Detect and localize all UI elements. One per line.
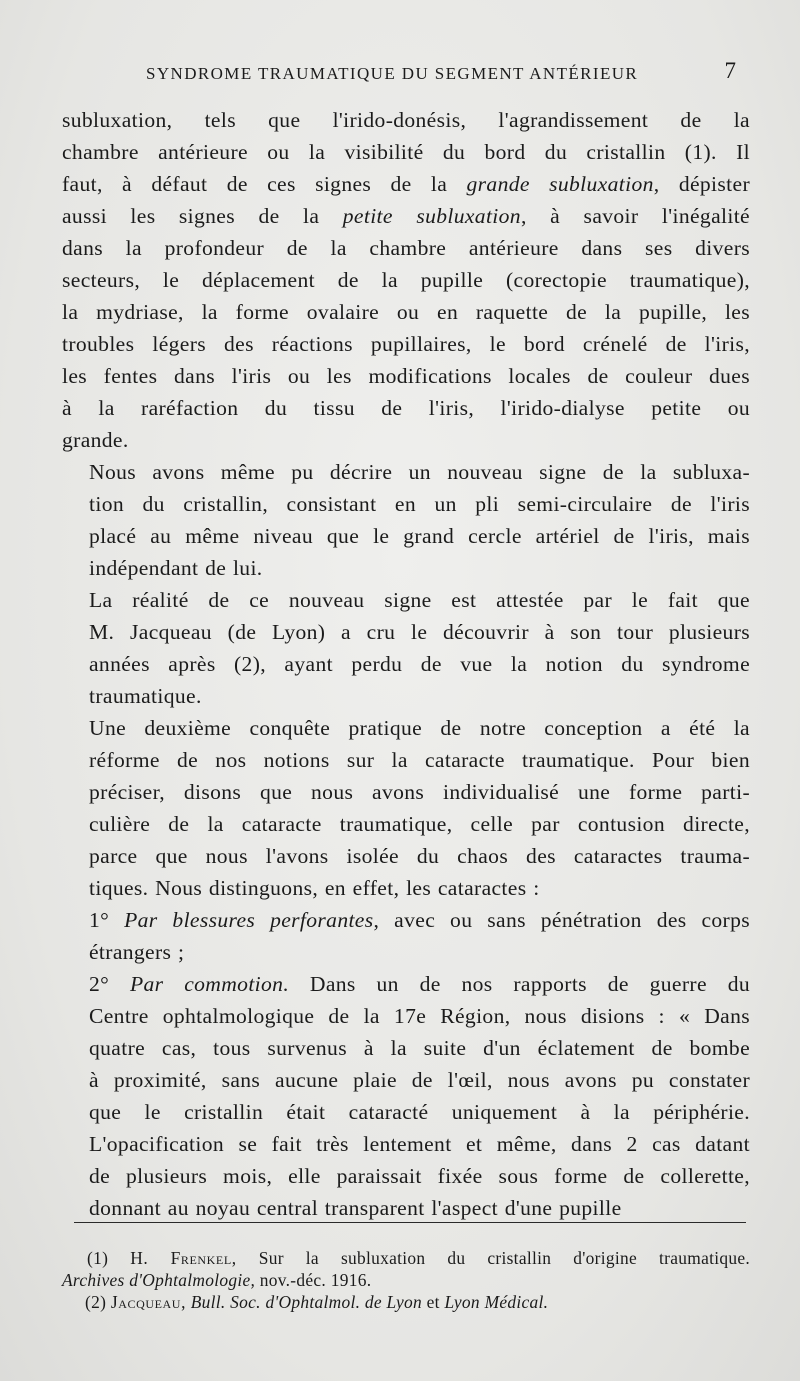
text-segment: , avec ou sans pénétration des corps — [373, 908, 750, 932]
paragraph-3 — [62, 584, 750, 712]
text-line: grande. — [62, 428, 129, 452]
text-line: M. Jacqueau (de Lyon) a cru le découvrir à son tour plusieurs — [89, 620, 750, 644]
footnote-2-journal-2: Lyon Médical. — [444, 1292, 549, 1312]
footnote-1-date: nov.-déc. 1916. — [255, 1270, 372, 1290]
text-line — [62, 968, 750, 1000]
paragraph-4 — [62, 712, 750, 904]
text-line: traumatique. — [89, 684, 202, 708]
text-line: à proximité, sans aucune plaie de l'œil, nous avons pu constater — [89, 1068, 750, 1092]
body-text — [62, 104, 750, 1224]
text-line: tion du cristallin, consistant en un pli semi-circulaire de l'iris — [89, 492, 750, 516]
paragraph-2 — [62, 456, 750, 584]
footnote-1-line-2 — [62, 1269, 750, 1291]
footnote-2-mark: (2) — [85, 1292, 107, 1312]
paragraph-5 — [62, 904, 750, 968]
footnote-2-author: Jacqueau, — [110, 1292, 187, 1312]
text-line: subluxation, tels que l'irido-donésis, l'agrandissement de la — [62, 108, 750, 132]
text-segment: Dans un de nos rapports de guerre du — [289, 972, 750, 996]
text-line: Nous avons même pu décrire un nouveau signe de la subluxa- — [89, 460, 750, 484]
text-segment: 2° — [89, 972, 130, 996]
footnote-1-text: Sur la subluxation du cristallin d'origine traumatique. — [236, 1248, 751, 1268]
paragraph-1 — [62, 104, 750, 456]
text-line — [62, 200, 750, 232]
text-segment: faut, à défaut de ces signes de la — [62, 172, 467, 196]
footnote-2-journal-1: Bull. Soc. d'Ophtalmol. de Lyon — [190, 1292, 422, 1312]
text-line: parce que nous l'avons isolée du chaos des cataractes trauma- — [89, 844, 750, 868]
page-number: 7 — [724, 58, 736, 83]
text-line: donnant au noyau central transparent l'aspect d'une pupille — [89, 1196, 622, 1220]
text-line: secteurs, le déplacement de la pupille (corectopie traumatique), — [62, 268, 750, 292]
footnote-1-mark: (1) — [87, 1248, 109, 1268]
text-segment: , dépister — [653, 172, 750, 196]
italic-text: petite subluxation — [342, 204, 521, 228]
text-segment: aussi les signes de la — [62, 204, 343, 228]
footnote-1-line-1 — [62, 1247, 750, 1269]
text-line: indépendant de lui. — [89, 556, 263, 580]
text-line: la mydriase, la forme ovalaire ou en raquette de la pupille, les — [62, 300, 750, 324]
italic-text: Par blessures perforantes — [124, 908, 374, 932]
italic-text: grande subluxation — [466, 172, 654, 196]
text-line — [62, 168, 750, 200]
text-line: chambre antérieure ou la visibilité du bord du cristallin (1). Il — [62, 140, 750, 164]
text-segment: , à savoir l'inégalité — [520, 204, 750, 228]
text-line: La réalité de ce nouveau signe est attestée par le fait que — [89, 588, 750, 612]
text-line: préciser, disons que nous avons individualisé une forme parti- — [89, 780, 750, 804]
footnote-1-author: H. Frenkel, — [130, 1248, 237, 1268]
italic-text: Par commotion. — [129, 972, 290, 996]
text-line: L'opacification se fait très lentement et même, dans 2 cas datant — [89, 1132, 750, 1156]
text-line: à la raréfaction du tissu de l'iris, l'irido-dialyse petite ou — [62, 396, 750, 420]
text-line — [62, 904, 750, 936]
text-line: Une deuxième conquête pratique de notre conception a été la — [89, 716, 750, 740]
footnote-2 — [62, 1291, 750, 1313]
text-line: quatre cas, tous survenus à la suite d'un éclatement de bombe — [89, 1036, 750, 1060]
text-line: années après (2), ayant perdu de vue la notion du syndrome — [89, 652, 750, 676]
text-line: troubles légers des réactions pupillaires, le bord crénelé de l'iris, — [62, 332, 750, 356]
text-line: les fentes dans l'iris ou les modifications locales de couleur dues — [62, 364, 750, 388]
footnotes — [62, 1247, 750, 1313]
footnote-2-and: et — [422, 1292, 445, 1312]
paragraph-6 — [62, 968, 750, 1224]
text-line: que le cristallin était cataracté uniquement à la périphérie. — [89, 1100, 750, 1124]
footnote-1-journal: Archives d'Ophtalmologie, — [62, 1270, 256, 1290]
running-title: SYNDROME TRAUMATIQUE DU SEGMENT ANTÉRIEUR — [146, 64, 639, 83]
text-line: dans la profondeur de la chambre antérieure dans ses divers — [62, 236, 750, 260]
text-line: Centre ophtalmologique de la 17e Région, nous disions : « Dans — [89, 1004, 750, 1028]
text-line: de plusieurs mois, elle paraissait fixée sous forme de collerette, — [89, 1164, 750, 1188]
text-line: culière de la cataracte traumatique, celle par contusion directe, — [89, 812, 750, 836]
text-line: tiques. Nous distinguons, en effet, les cataractes : — [89, 876, 540, 900]
footnote-rule — [74, 1222, 746, 1223]
text-line: placé au même niveau que le grand cercle artériel de l'iris, mais — [89, 524, 750, 548]
text-line: étrangers ; — [89, 940, 185, 964]
text-line: réforme de nos notions sur la cataracte traumatique. Pour bien — [89, 748, 750, 772]
running-head — [146, 58, 736, 86]
text-segment: 1° — [89, 908, 125, 932]
